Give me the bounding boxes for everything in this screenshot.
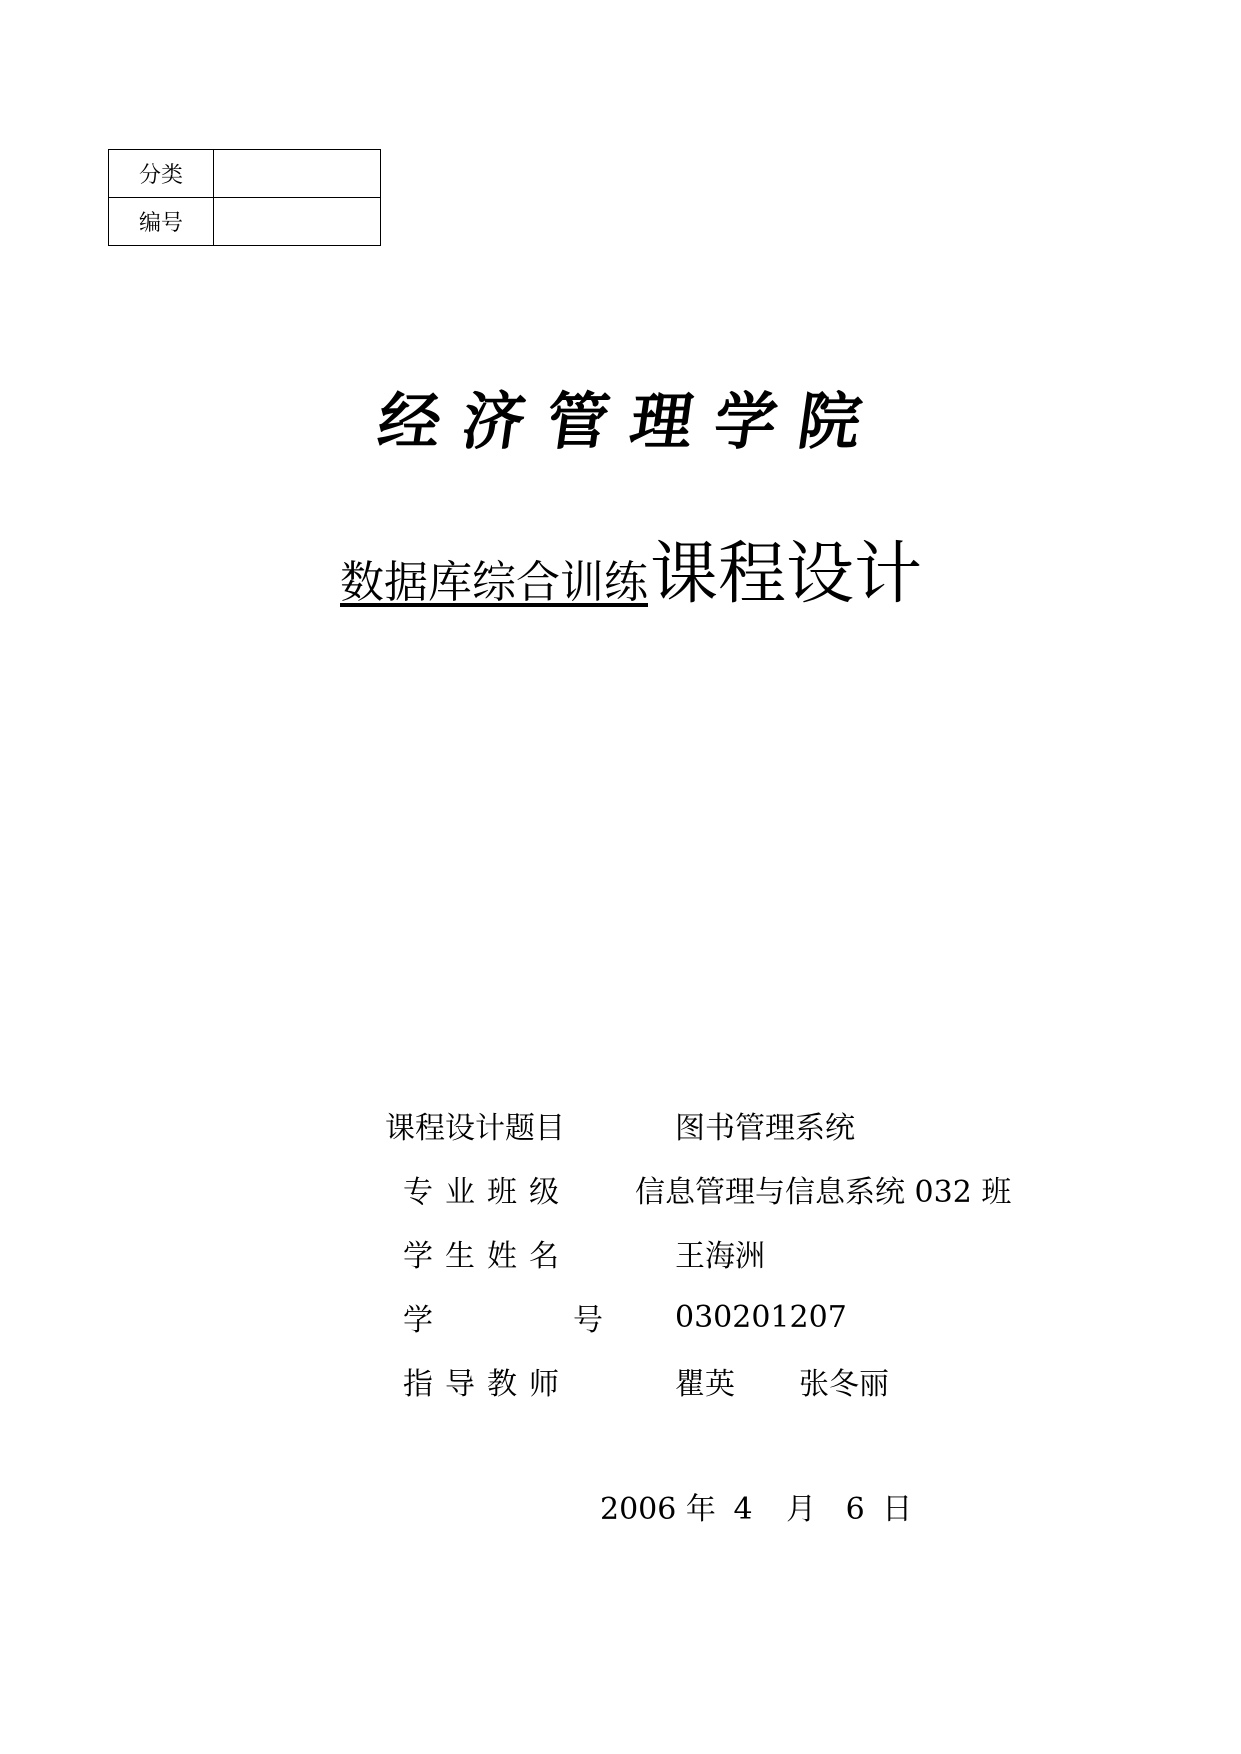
info-block — [385, 1093, 1011, 1413]
name-value: 王海洲 — [675, 1239, 765, 1274]
date-day: 6 — [845, 1492, 865, 1527]
course-title — [340, 520, 922, 617]
topic-label: 课程设计题目 — [385, 1111, 565, 1146]
date-year-unit: 年 — [685, 1492, 716, 1527]
category-value — [214, 150, 381, 198]
date-line — [600, 1484, 912, 1528]
name-label: 学生姓名 — [403, 1239, 571, 1274]
category-label: 分类 — [109, 150, 214, 198]
advisor-1: 瞿英 — [675, 1367, 735, 1402]
date-year: 2006 — [600, 1492, 677, 1527]
student-id-label-a: 学 — [403, 1303, 445, 1338]
date-month: 4 — [733, 1492, 753, 1527]
classification-row — [109, 198, 381, 246]
class-value: 信息管理与信息系统 032 班 — [635, 1175, 1012, 1210]
info-row-name — [385, 1221, 1011, 1285]
info-row-topic — [385, 1093, 1011, 1157]
student-id-label — [385, 1295, 635, 1339]
course-name: 数据库综合训练 — [340, 557, 648, 608]
student-id-value: 030201207 — [675, 1299, 847, 1335]
number-label: 编号 — [109, 198, 214, 246]
topic-value: 图书管理系统 — [675, 1111, 855, 1146]
advisor-values — [635, 1359, 889, 1403]
classification-table — [108, 149, 381, 246]
number-value — [214, 198, 381, 246]
advisor-label: 指导教师 — [403, 1367, 571, 1402]
info-row-id — [385, 1285, 1011, 1349]
student-id-label-b: 号 — [573, 1303, 615, 1338]
classification-row — [109, 150, 381, 198]
course-suffix: 课程设计 — [650, 535, 923, 614]
school-title: 经济管理学院 — [373, 385, 888, 458]
date-month-unit: 月 — [786, 1492, 817, 1527]
date-day-unit: 日 — [882, 1492, 913, 1527]
class-label: 专业班级 — [403, 1175, 571, 1210]
info-row-advisor — [385, 1349, 1011, 1413]
info-row-class — [385, 1157, 1011, 1221]
advisor-2: 张冬丽 — [799, 1367, 889, 1402]
